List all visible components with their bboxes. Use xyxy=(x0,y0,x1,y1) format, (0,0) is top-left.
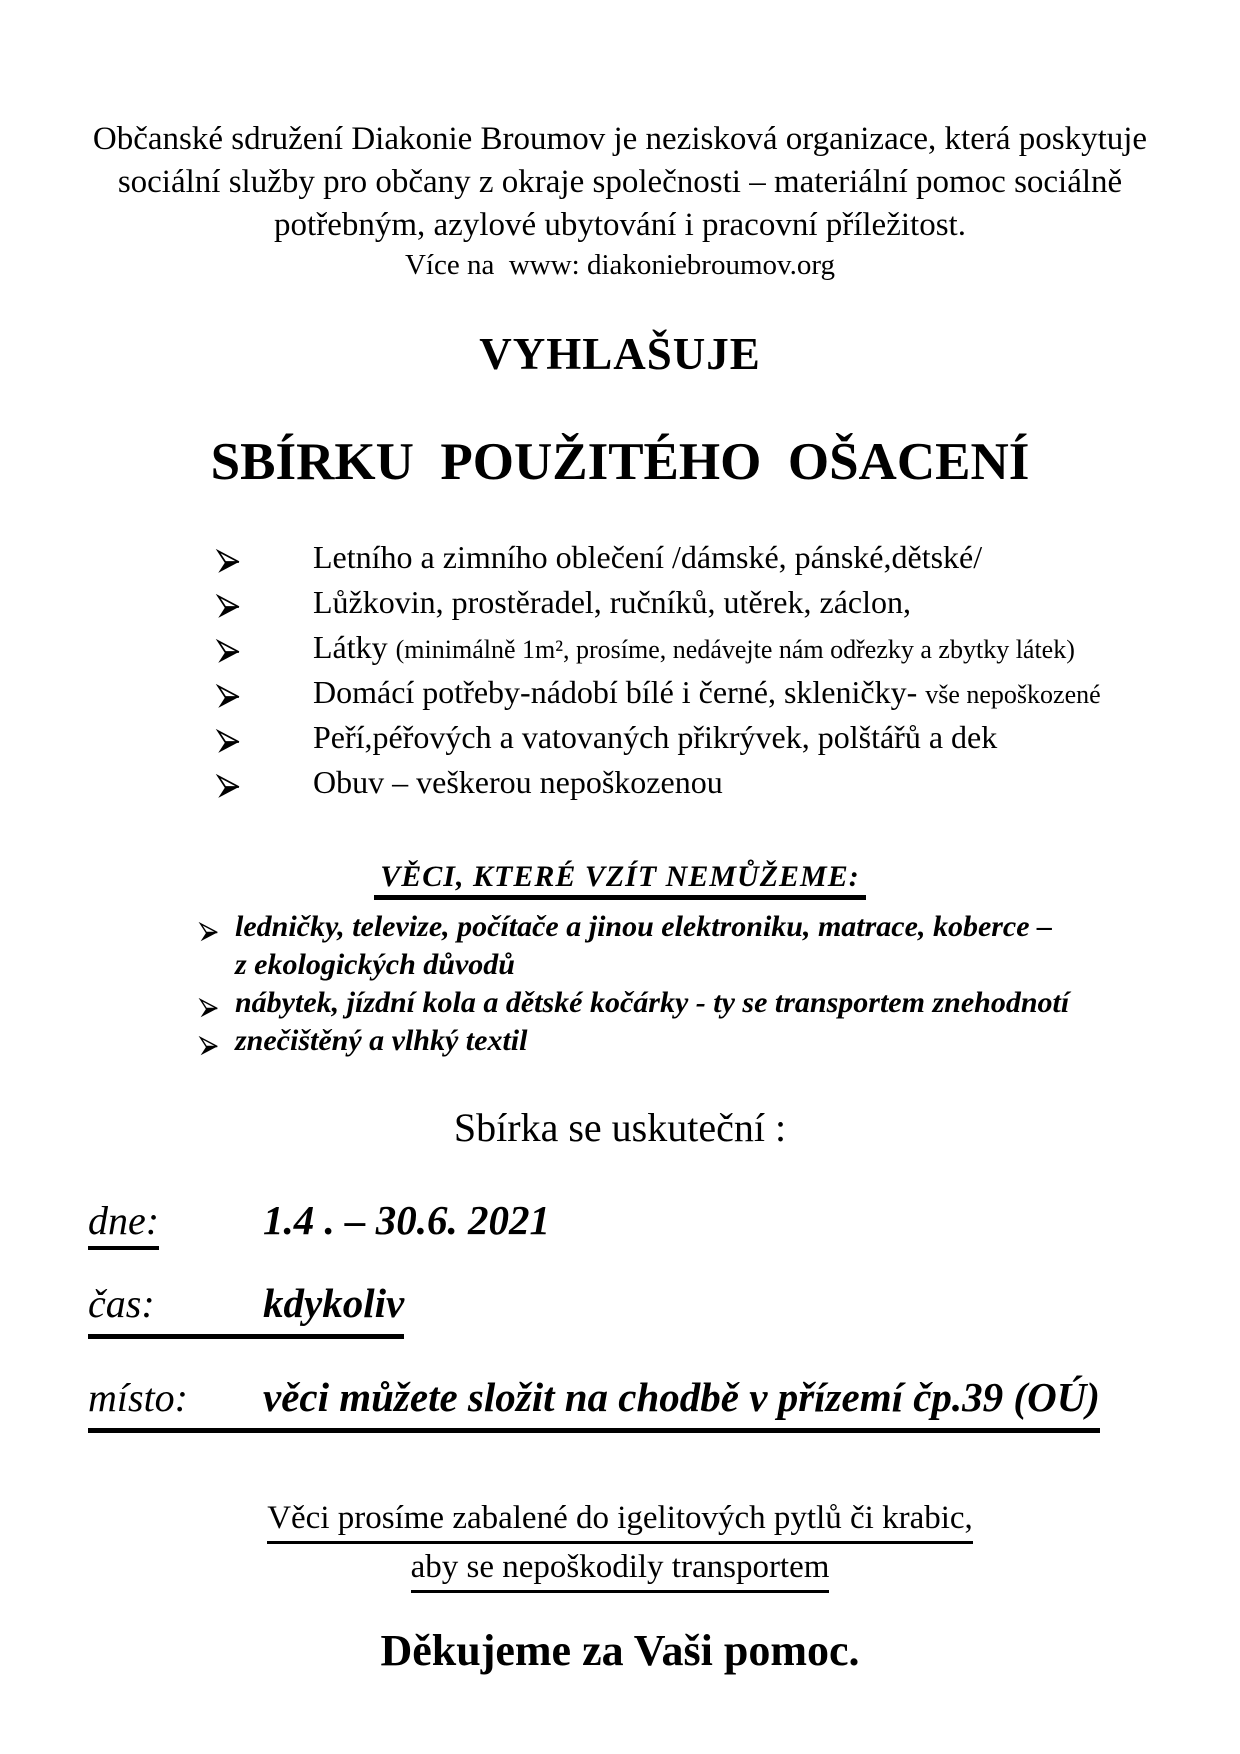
item-text: Lůžkovin, prostěradel, ručníků, utěrek, záclon, xyxy=(313,584,911,620)
arrow-bullet-icon xyxy=(198,991,219,1029)
arrow-bullet-icon xyxy=(215,588,241,630)
thanks-line: Děkujeme za Vaši pomoc. xyxy=(380,1626,860,1675)
list-item xyxy=(313,626,1240,671)
item-note: vše nepoškozené xyxy=(925,680,1101,709)
packing-note xyxy=(0,1495,1240,1593)
item-text: nábytek, jízdní kola a dětské kočárky - ty se transportem znehodnotí xyxy=(235,986,1070,1019)
schedule-label: dne: xyxy=(88,1198,159,1250)
packing-line-row xyxy=(0,1544,1240,1593)
arrow-bullet-icon xyxy=(215,678,241,720)
rejected-items-section xyxy=(0,860,1240,1060)
arrow-bullet-icon xyxy=(198,915,219,953)
item-text: z ekologických důvodů xyxy=(235,948,515,981)
item-text: Látky xyxy=(313,629,388,665)
item-text: Peří,péřových a vatovaných přikrývek, polštářů a dek xyxy=(313,719,998,755)
list-item xyxy=(235,1022,1240,1060)
list-item xyxy=(313,536,1240,581)
schedule-label-cell xyxy=(88,1197,263,1245)
packing-line: Věci prosíme zabalené do igelitových pytlů či krabic, xyxy=(267,1495,973,1544)
underlined-group xyxy=(88,1279,404,1339)
collection-title: SBÍRKU POUŽITÉHO OŠACENÍ xyxy=(210,433,1030,491)
schedule-label: čas: xyxy=(88,1281,155,1326)
schedule-label-cell xyxy=(88,1374,263,1422)
arrow-bullet-icon xyxy=(215,633,241,675)
item-text: ledničky, televize, počítače a jinou elektroniku, matrace, koberce – xyxy=(235,910,1053,943)
schedule-row-time xyxy=(88,1279,1240,1339)
list-item xyxy=(313,581,1240,626)
item-note: (minimálně 1m², prosíme, nedávejte nám odřezky a zbytky látek) xyxy=(395,635,1075,664)
rejected-heading: VĚCI, KTERÉ VZÍT NEMŮŽEME: xyxy=(374,860,865,900)
rejected-items-list xyxy=(0,908,1240,1060)
schedule-heading: Sbírka se uskuteční : xyxy=(453,1105,787,1150)
item-text: Obuv – veškerou nepoškozenou xyxy=(313,764,723,800)
list-item xyxy=(235,908,1240,984)
arrow-bullet-icon xyxy=(198,1029,219,1067)
schedule-value: kdykoliv xyxy=(263,1280,405,1326)
schedule-row-date xyxy=(88,1196,1240,1245)
list-item xyxy=(313,761,1240,806)
packing-line-row xyxy=(0,1495,1240,1544)
list-item xyxy=(313,716,1240,761)
item-text: Domácí potřeby-nádobí bílé i černé, skleničky- xyxy=(313,674,918,710)
arrow-bullet-icon xyxy=(215,543,241,585)
intro-paragraph: Občanské sdružení Diakonie Broumov je nezisková organizace, která poskytuje sociální služby pro občany z okraje společnosti – materiální pomoc sociálně potřebným, azylové ubytování i pracovní příležitost. xyxy=(92,121,1148,243)
accepted-items-list xyxy=(0,536,1240,806)
website-line: Více na www: diakoniebroumov.org xyxy=(404,249,836,281)
underlined-group xyxy=(88,1373,1100,1433)
rejected-heading-row xyxy=(0,860,1240,900)
schedule-label: místo: xyxy=(88,1375,188,1420)
schedule-row-place xyxy=(88,1373,1240,1433)
item-text: znečištěný a vlhký textil xyxy=(235,1024,528,1057)
schedule-label-cell xyxy=(88,1280,263,1328)
arrow-bullet-icon xyxy=(215,768,241,810)
packing-line: aby se nepoškodily transportem xyxy=(411,1544,830,1593)
schedule-value: 1.4 . – 30.6. 2021 xyxy=(263,1197,550,1243)
schedule-value: věci můžete složit na chodbě v přízemí čp.39 (OÚ) xyxy=(263,1374,1100,1420)
item-text: Letního a zimního oblečení /dámské, pánské,dětské/ xyxy=(313,539,983,575)
arrow-bullet-icon xyxy=(215,723,241,765)
announce-heading: VYHLAŠUJE xyxy=(479,329,761,379)
list-item xyxy=(313,671,1240,716)
list-item xyxy=(235,984,1240,1022)
